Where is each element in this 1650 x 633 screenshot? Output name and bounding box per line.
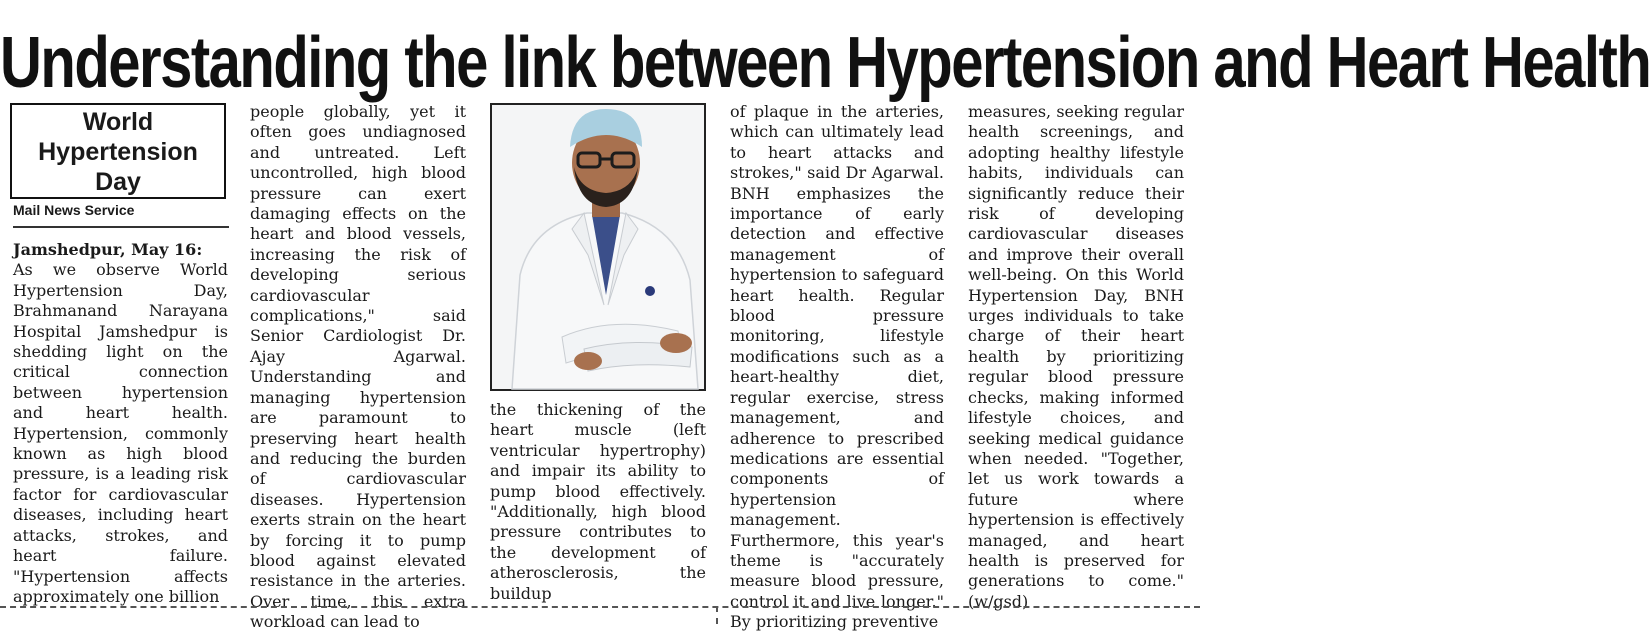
column-divider <box>716 606 718 624</box>
title-line-2: Hypertension <box>38 138 198 166</box>
article-column-5 <box>968 102 1184 612</box>
title-line-1: World <box>82 108 154 136</box>
column-4-text: of plaque in the arteries, which can ultimately lead to heart attacks and strokes," said Dr Agarwal. BNH emphasizes the importance of early detection and effective management of hypertension to safeguard heart health. Regular blood pressure monitoring, lifestyle modifications such as a heart-healthy diet, regular exercise, stress management, and adherence to prescribed medications are essential components of hypertension management. Furthermore, this year's theme is "accurately measure blood pressure, control it and live longer." By prioritizing preventive <box>730 102 944 632</box>
column-5-text: measures, seeking regular health screenings, and adopting healthy lifestyle habits, individuals can significantly reduce their risk of developing cardiovascular diseases and improve their overall well-being. On this World Hypertension Day, BNH urges individuals to take charge of their heart health by prioritizing regular blood pressure checks, making informed lifestyle choices, and seeking medical guidance when needed. "Together, let us work towards a future where hypertension is effectively managed, and heart health is preserved for generations to come." (w/gsd) <box>968 102 1184 611</box>
column-2-text: people globally, yet it often goes undiagnosed and untreated. Left uncontrolled, high blood pressure can exert damaging effects on the heart and blood vessels, increasing the risk of developing serious cardiovascular complications," said Senior Cardiologist Dr. Ajay Agarwal. Understanding and managing hypertension are paramount to preserving heart health and reducing the burden of cardiovascular diseases. Hypertension exerts strain on the heart by forcing it to pump blood against elevated resistance in the arteries. Over time, this extra workload can lead to <box>250 102 466 632</box>
doctor-photo <box>490 103 706 391</box>
title-line-3: Day <box>95 168 141 196</box>
dateline: Jamshedpur, May 16: <box>13 240 203 259</box>
doctor-illustration <box>492 105 704 389</box>
column-1-text: As we observe World Hypertension Day, Brahmanand Narayana Hospital Jamshedpur is shedding light on the critical connection between hypertension and heart health. Hypertension, commonly known as high blood pressure, is a leading risk factor for cardiovascular diseases, including heart attacks, strokes, and heart failure. "Hypertension affects approximately one billion <box>13 260 228 606</box>
section-title-box <box>10 103 226 199</box>
bottom-divider <box>0 606 1200 608</box>
article-column-2 <box>250 102 466 633</box>
headline: Understanding the link between Hypertension and Heart Health <box>0 21 1650 103</box>
column-3-text: the thickening of the heart muscle (left ventricular hypertrophy) and impair its ability to pump blood effectively. "Additionally, high blood pressure contributes to the development of atherosclerosis, the buildup <box>490 400 706 603</box>
article-column-1 <box>13 240 228 607</box>
article-column-4 <box>730 102 944 633</box>
article-column-3 <box>490 400 706 604</box>
byline: Mail News Service <box>13 202 135 218</box>
byline-divider <box>13 226 229 228</box>
